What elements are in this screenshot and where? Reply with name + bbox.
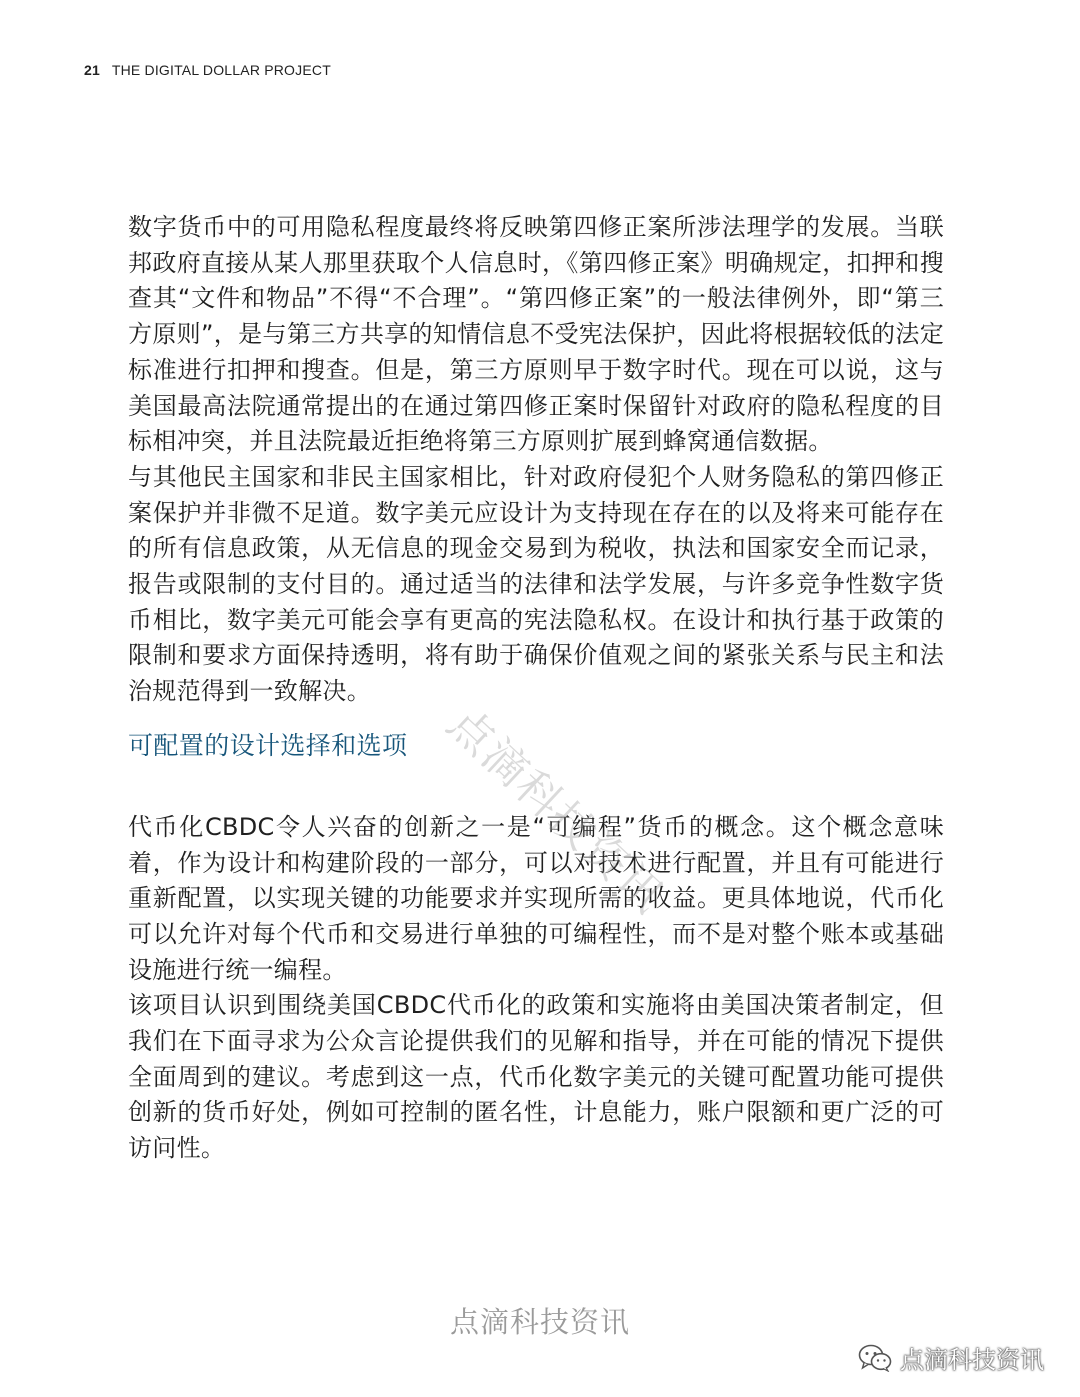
body-paragraph: 数字货币中的可用隐私程度最终将反映第四修正案所涉法理学的发展。当联邦政府直接从某人那里获取个人信息时，《第四修正案》明确规定，扣押和搜查其“文件和物品”不得“不合理”。“第四修正案”的一般法律例外，即“第三方原则”，是与第三方共享的知情信息不受宪法保护，因此将根据较低的法定标准进行扣押和搜查。但是，第三方原则早于数字时代。现在可以说，这与美国最高法院通常提出的在通过第四修正案时保留针对政府的隐私程度的目标相冲突，并且法院最近拒绝将第三方原则扩展到蜂窝通信数据。 (128, 213, 944, 456)
diagonal-watermark: 点滴科技资讯 (437, 698, 675, 924)
body-paragraph: 与其他民主国家和非民主国家相比，针对政府侵犯个人财务隐私的第四修正案保护并非微不足道。数字美元应设计为支持现在存在的以及将来可能存在的所有信息政策，从无信息的现金交易到为税收，执法和国家安全而记录，报告或限制的支付目的。通过适当的法律和法学发展，与许多竞争性数字货币相比，数字美元可能会享有更高的宪法隐私权。在设计和执行基于政策的限制和要求方面保持透明，将有助于确保价值观之间的紧张关系与民主和法治规范得到一致解决。 (128, 462, 944, 706)
document-title: THE DIGITAL DOLLAR PROJECT (111, 62, 331, 78)
body-paragraph: 代币化CBDC令人兴奋的创新之一是“可编程”货币的概念。这个概念意味着，作为设计和构建阶段的一部分，可以对技术进行配置，并且有可能进行重新配置，以实现关键的功能要求并实现所需的收益。更具体地说，代币化可以允许对每个代币和交易进行单独的可编程性，而不是对整个账本或基础设施进行统一编程。 (128, 812, 944, 984)
page-number: 21 (84, 62, 100, 78)
body-paragraph: 该项目认识到围绕美国CBDC代币化的政策和实施将由美国决策者制定，但我们在下面寻求为公众言论提供我们的见解和指导，并在可能的情况下提供全面周到的建议。考虑到这一点，代币化数字美元的关键可配置功能可提供创新的货币好处，例如可控制的匿名性，计息能力，账户限额和更广泛的可访问性。 (128, 991, 944, 1163)
wechat-source-badge (858, 1340, 1044, 1375)
footer-watermark: 点滴科技资讯 (449, 1305, 630, 1339)
wechat-icon (858, 1344, 892, 1372)
main-content (128, 210, 944, 1167)
running-header (84, 62, 331, 78)
wechat-badge-label: 点滴科技资讯 (900, 1346, 1044, 1374)
section-heading: 可配置的设计选择和选项 (128, 730, 408, 760)
